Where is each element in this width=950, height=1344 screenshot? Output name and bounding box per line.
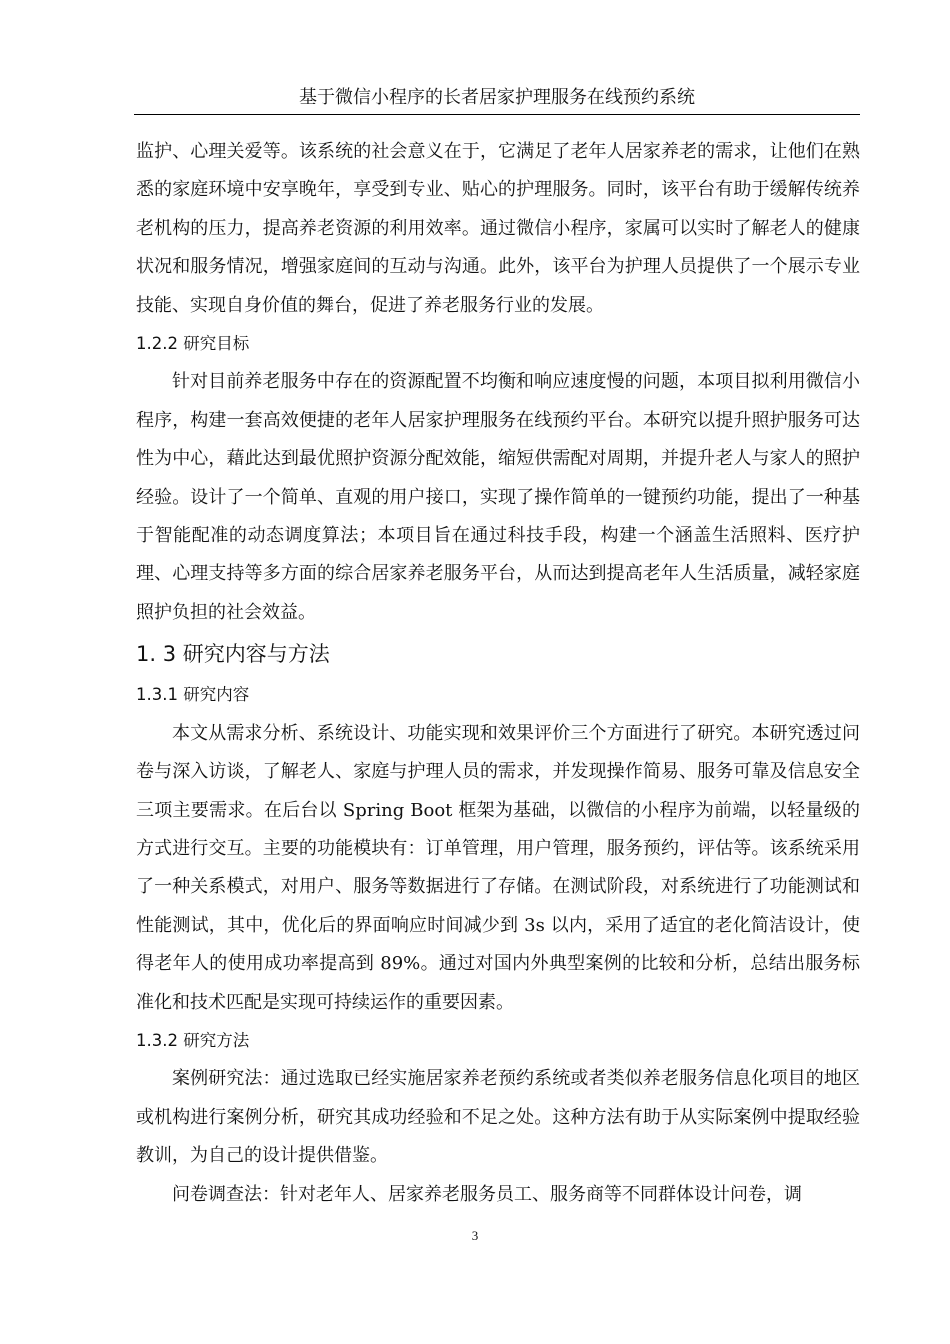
section-heading-1-3-2: 1.3.2 研究方法 [136,1030,250,1050]
body-content [136,133,860,1214]
paragraph: 监护、心理关爱等。该系统的社会意义在于，它满足了老年人居家养老的需求，让他们在熟悉的家庭环境中安享晚年，享受到专业、贴心的护理服务。同时，该平台有助于缓解传统养老机构的压力，提高养老资源的利用效率。通过微信小程序，家属可以实时了解老人的健康状况和服务情况，增强家庭间的互动与沟通。此外，该平台为护理人员提供了一个展示专业技能、实现自身价值的舞台，促进了养老服务行业的发展。 [136,141,860,316]
paragraph: 针对目前养老服务中存在的资源配置不均衡和响应速度慢的问题，本项目拟利用微信小程序，构建一套高效便捷的老年人居家护理服务在线预约平台。本研究以提升照护服务可达性为中心，藉此达到最优照护资源分配效能，缩短供需配对周期，并提升老人与家人的照护经验。设计了一个简单、直观的用户接口，实现了操作简单的一键预约功能，提出了一种基于智能配准的动态调度算法；本项目旨在通过科技手段，构建一个涵盖生活照料、医疗护理、心理支持等多方面的综合居家养老服务平台，从而达到提高老年人生活质量，减轻家庭照护负担的社会效益。 [136,371,860,623]
paragraph: 本文从需求分析、系统设计、功能实现和效果评价三个方面进行了研究。本研究透过问卷与深入访谈，了解老人、家庭与护理人员的需求，并发现操作简易、服务可靠及信息安全三项主要需求。在后台以 Spring Boot 框架为基础，以微信的小程序为前端，以轻量级的方式进行交互。主要的功能模块有：订单管理，用户管理，服务预约，评估等。该系统采用了一种关系模式，对用户、服务等数据进行了存储。在测试阶段，对系统进行了功能测试和性能测试，其中，优化后的界面响应时间减少到 3s 以内，采用了适宜的老化简洁设计，使得老年人的使用成功率提高到 89%。通过对国内外典型案例的比较和分析，总结出服务标准化和技术匹配是实现可持续运作的重要因素。 [136,722,860,1013]
page-number: 3 [471,1228,479,1243]
section-heading-1-3-1: 1.3.1 研究内容 [136,685,250,705]
paragraph: 案例研究法：通过选取已经实施居家养老预约系统或者类似养老服务信息化项目的地区或机构进行案例分析，研究其成功经验和不足之处。这种方法有助于从实际案例中提取经验教训，为自己的设计提供借鉴。 [136,1068,860,1167]
running-header: 基于微信小程序的长者居家护理服务在线预约系统 [134,84,860,115]
section-heading-1-3: 1. 3 研究内容与方法 [136,642,330,667]
paragraph: 问卷调查法：针对老年人、居家养老服务员工、服务商等不同群体设计问卷，调 [172,1183,802,1205]
section-heading-1-2-2: 1.2.2 研究目标 [136,334,250,354]
